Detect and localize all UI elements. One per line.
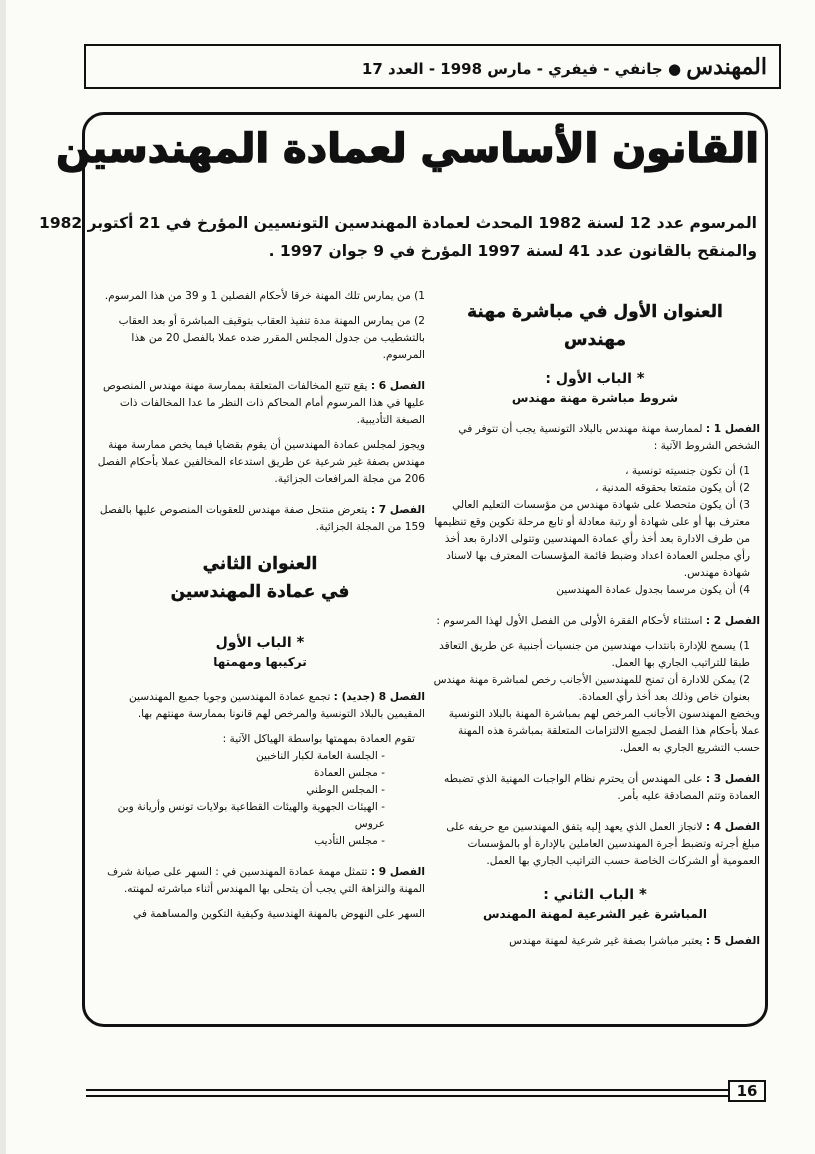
page-number: 16	[728, 1080, 766, 1102]
article-1-item: 1) أن تكون جنسيته تونسية ،	[625, 465, 750, 477]
decree-line-1: المرسوم عدد 12 لسنة 1982 المحدث لعمادة المهندسين التونسيين المؤرخ في 21 أكتوبر 1982	[39, 214, 757, 232]
article-1-item: 3) أن يكون متحصلا على شهادة مهندس من مؤسسات التعليم العالي معترف بها أو على شهادة أو رتبة معادلة أو تابع مرحلة تكوين وقع تنظيمها من طرف الادارة بعد أخذ رأي عمادة المهندسين وتتولى الادارة بعد أخذ رأي مجلس العمادة اعداد وضبط قائمة المؤسسات المعترف بها لاسناد شهادة مهندس.	[434, 499, 750, 579]
article-8-item: - مجلس العمادة	[314, 767, 385, 779]
section-heading-2: العنوان الثاني في عمادة المهندسين	[170, 554, 350, 602]
issue-info: جانفي - فيفري - مارس 1998 - العدد 17	[361, 60, 663, 78]
chapter-2-subtitle: المباشرة غير الشرعية لمهنة المهندس	[483, 907, 707, 921]
article-8-item: - مجلس التأديب	[314, 835, 385, 847]
article-1-item: 2) أن يكون متمتعا بحقوقه المدنية ،	[595, 482, 750, 494]
running-header	[84, 44, 781, 89]
article-9: الفصل 9 : تتمثل مهمة عمادة المهندسين في : السهر على صيانة شرف المهنة والنزاهة التي يجب أن يتحلى بها المهندس أثناء مباشرته لمهنته.	[107, 866, 425, 895]
right-column	[430, 298, 760, 958]
left-column	[95, 288, 425, 931]
header-bullet: ●	[667, 60, 682, 78]
article-8-intro: تقوم العمادة بمهمتها بواسطة الهياكل الآتية :	[222, 733, 415, 745]
article-6-tail: ويجوز لمجلس عمادة المهندسين أن يقوم بقضايا فيما يخص ممارسة مهنة مهندس بصفة غير شرعية عن طريق استدعاء المخالفين عملا بأحكام الفصل 206 من مجلة المرافعات الجزائية.	[97, 439, 425, 485]
article-2-item: 2) يمكن للادارة أن تمنح للمهندسين الأجانب رخص لمباشرة مهنة مهندس بعنوان خاص وذلك بعد أخذ رأي العمادة.	[433, 674, 750, 703]
chapter-2-title: * الباب الثاني :	[543, 885, 647, 903]
chapter-1-subtitle: شروط مباشرة مهنة مهندس	[511, 391, 679, 405]
chapter-subtitle: تركيبها ومهمتها	[213, 655, 307, 669]
header-text	[362, 54, 767, 80]
article-3: الفصل 3 : على المهندس أن يحترم نظام الواجبات المهنية الذي تضبطه العمادة وتتم المصادقة عليه بأمر.	[443, 773, 760, 802]
article-5-continued-2: 2) من يمارس المهنة مدة تنفيذ العقاب بتوقيف المباشرة أو بعد العقاب بالتشطيب من جدول المجلس المقرر ضده عملا بالفصل 20 من هذا المرسوم.	[118, 315, 425, 361]
article-5-continued-1: 1) من يمارس تلك المهنة خرقا لأحكام الفصلين 1 و 39 من هذا المرسوم.	[104, 290, 425, 302]
article-2: الفصل 2 : استثناء لأحكام الفقرة الأولى من الفصل الأول لهذا المرسوم :	[436, 615, 760, 627]
article-8-item: - الجلسة العامة لكبار الناخبين	[255, 750, 385, 762]
article-6: الفصل 6 : يقع تتبع المخالفات المتعلقة بممارسة مهنة مهندس المنصوص عليها في هذا المرسوم أمام المحاكم ذات النظر ما عدا المخالفات ذات الصبغة التأديبية.	[102, 380, 425, 426]
article-8: الفصل 8 (جديد) : تجمع عمادة المهندسين وجوبا جميع المهندسين المقيمين بالبلاد التونسية والمرخص لهم قانونا بممارسة مهنتهم بها.	[128, 691, 425, 720]
section-heading-1: العنوان الأول في مباشرة مهنة مهندس	[467, 302, 723, 350]
chapter-1-title: * الباب الأول :	[545, 369, 645, 387]
magazine-brand: المهندس	[686, 54, 767, 80]
article-7: الفصل 7 : يتعرض منتحل صفة مهندس للعقوبات المنصوص عليها بالفصل 159 من المجلة الجزائية.	[99, 504, 425, 533]
article-8-item: - المجلس الوطني	[306, 784, 385, 796]
footer-rule	[86, 1089, 728, 1097]
article-9-tail: السهر على النهوض بالمهنة الهندسية وكيفية التكوين والمساهمة في	[132, 908, 425, 920]
article-2-tail: ويخضع المهندسون الأجانب المرخص لهم بمباشرة المهنة بالبلاد التونسية عملا بأحكام هذا الفصل لجميع الالتزامات المتعلقة بمباشرة هذه المهنة حسب التشريع الجاري به العمل.	[448, 708, 760, 754]
chapter-title: * الباب الأول	[215, 633, 305, 651]
article-1: الفصل 1 : لممارسة مهنة مهندس بالبلاد التونسية يجب أن تتوفر في الشخص الشروط الآتية :	[458, 423, 760, 452]
article-8-item: - الهيئات الجهوية والهيئات القطاعية بولايات تونس وأريانة وبن عروس	[117, 801, 385, 830]
article-2-item: 1) يسمح للإدارة بانتداب مهندسين من جنسيات أجنبية عن طريق التعاقد طبقا للتراتيب الجاري بها العمل.	[439, 640, 750, 669]
page-edge	[0, 0, 6, 1154]
article-5: الفصل 5 : يعتبر مباشرا بصفة غير شرعية لمهنة مهندس	[509, 935, 760, 947]
article-1-item: 4) أن يكون مرسما بجدول عمادة المهندسين	[556, 584, 750, 596]
decree-line-2: والمنقح بالقانون عدد 41 لسنة 1997 المؤرخ في 9 جوان 1997 .	[268, 242, 757, 260]
article-4: الفصل 4 : لانجاز العمل الذي يعهد إليه يتفق المهندسين مع حريفه على مبلغ أجرته وتضبط أجرة المهندسين العاملين بالإدارة أو بالمؤسسات العمومية أو الشركات الخاصة حسب التراتيب الجاري بها العمل.	[446, 821, 760, 867]
page-title: القانون الأساسي لعمادة المهندسين	[56, 126, 759, 172]
